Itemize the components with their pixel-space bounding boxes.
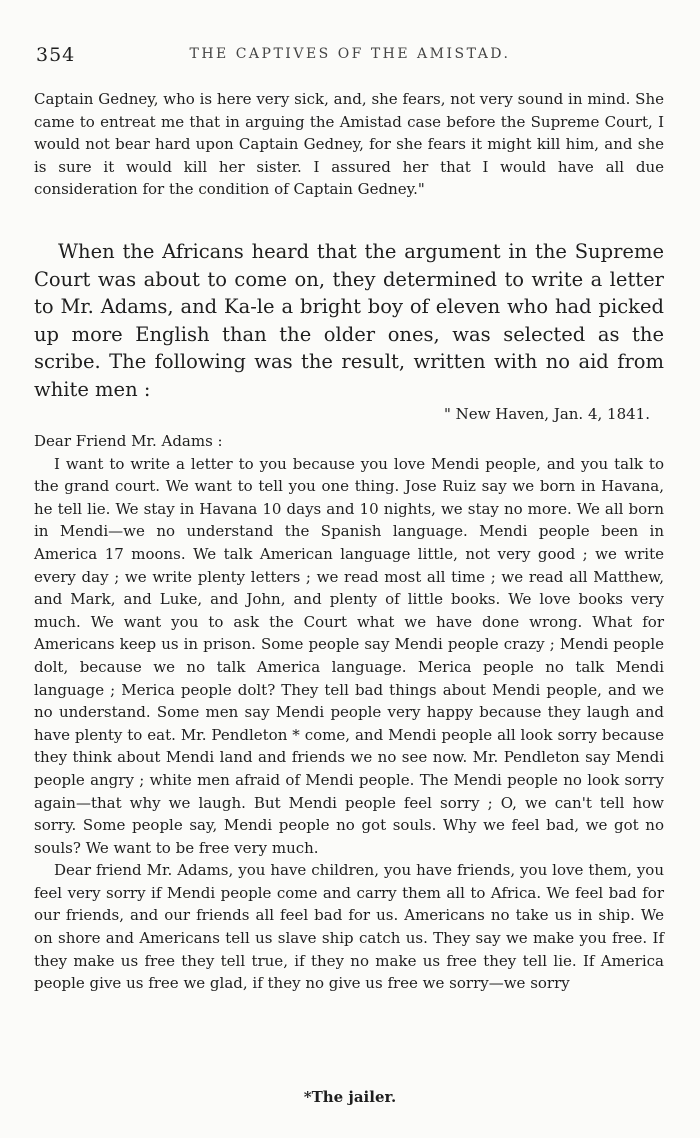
- page-header: [36, 44, 664, 70]
- letter-body: [34, 430, 664, 995]
- letter-salutation: Dear Friend Mr. Adams :: [34, 432, 223, 450]
- letter-paragraph: I want to write a letter to you because you love Mendi people, and you talk to the grand court. We want to tell you one thing. Jose Ruiz say we born in Havana, he tell lie. We stay in Havana 10 days and 10 nights, we stay no more. We all born in Mendi—we no understand the Spanish language. Mendi people been in America 17 moons. We talk American language little, not very good ; we write every day ; we write plenty letters ; we read most all time ; we read all Matthew, and Mark, and Luke, and John, and plenty of little books. We love books very much. We want you to ask the Court what we have done wrong. What for Americans keep us in prison. Some people say Mendi people crazy ; Mendi people dolt, because we no talk America language. Merica people no talk Mendi language ; Merica people dolt? They tell bad things about Mendi people, and we no understand. Some men say Mendi people very happy because they laugh and have plenty to eat. Mr. Pendleton * come, and Mendi people all look sorry because they think about Mendi land and friends we no see now. Mr. Pendleton say Mendi people angry ; white men afraid of Mendi people. The Mendi people no look sorry again—that why we laugh. But Mendi people feel sorry ; O, we can't tell how sorry. Some people say, Mendi people no got souls. Why we feel bad, we got no souls? We want to be free very much.: [34, 454, 664, 857]
- intro-paragraph: When the Africans heard that the argument in the Supreme Court was about to come on, they determined to write a letter to Mr. Adams, and Ka-le a bright boy of eleven who had picked up more English than the older ones, was selected as the scribe. The following was the result, written with no aid from white men :: [34, 240, 664, 401]
- page-number: 354: [36, 44, 76, 66]
- letter-dateline: " New Haven, Jan. 4, 1841.: [443, 405, 650, 423]
- letter-paragraph: Dear friend Mr. Adams, you have children, you have friends, you love them, you feel very sorry if Mendi people come and carry them all to Africa. We feel bad for our friends, and our friends all feel bad for us. Americans no take us in ship. We on shore and Americans tell us slave ship catch us. They say we make you free. If they make us free they tell true, if they no make us free they tell lie. If America people give us free we glad, if they no give us free we sorry—we sorry: [34, 861, 664, 993]
- running-title: THE CAPTIVES OF THE AMISTAD.: [189, 46, 511, 62]
- footnote: *The jailer.: [303, 1088, 397, 1106]
- quoted-paragraph: Captain Gedney, who is here very sick, and, she fears, not very sound in mind. She came to entreat me that in arguing the Amistad case before the Supreme Court, I would not bear hard upon Captain Gedney, for she fears it might kill him, and she is sure it would kill her sister. I assured her that I would have all due consideration for the condition of Captain Gedney.": [34, 90, 664, 198]
